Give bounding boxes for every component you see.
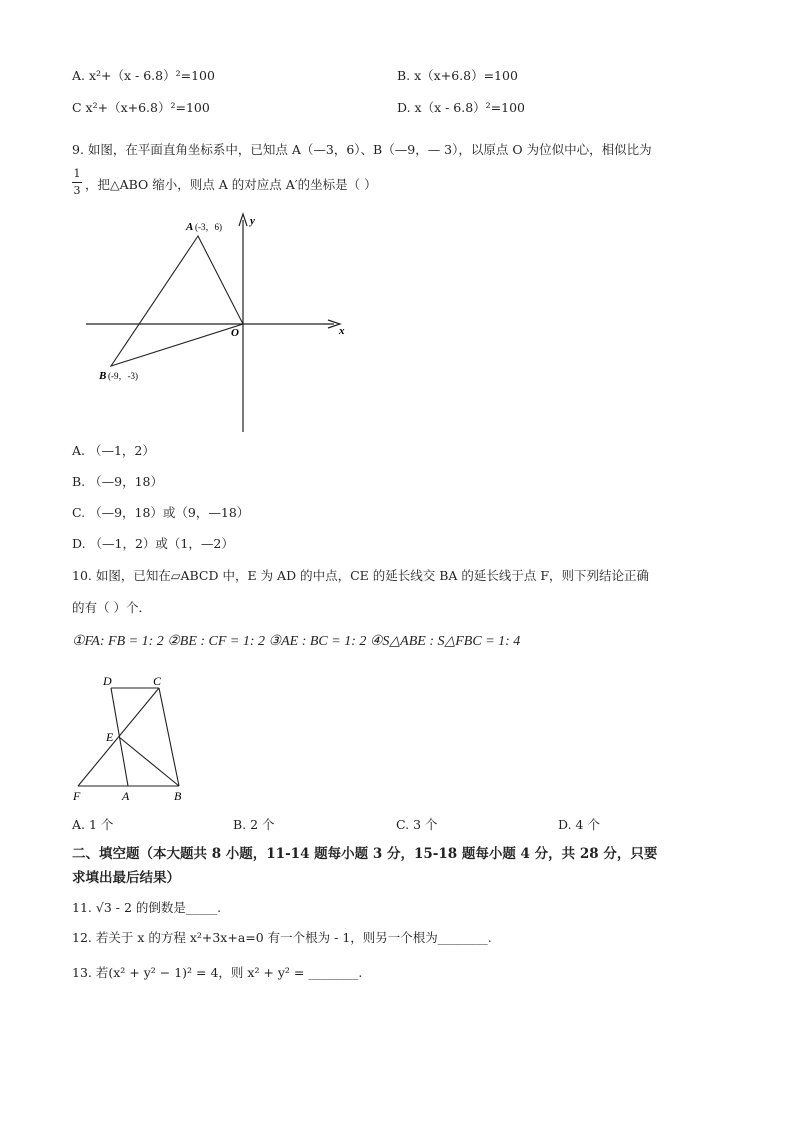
point-b-label: B [99,370,107,382]
q10-conclusions: ①FA: FB = 1: 2 ②BE : CF = 1: 2 ③AE : BC = 1: 2 ④S△ABE : S△FBC = 1: 4 [72,634,521,649]
q9-option-b: B. （—9，18） [72,474,163,489]
q8-option-d: D. x（x - 6.8）²=100 [397,100,526,115]
label-c: C [153,674,162,688]
origin-label: O [231,327,239,339]
q12-text: 12. 若关于 x 的方程 x²+3x+a=0 有一个根为 - 1，则另一个根为________. [72,930,492,945]
label-d: D [103,674,112,688]
q10-option-d: D. 4 个 [558,817,600,832]
q9-option-c: C. （—9，18）或（9，—18） [72,505,250,520]
point-a-coord: (-3，6) [195,222,222,232]
point-a-label: A [186,221,194,233]
point-b-coord: (-9，-3) [108,371,138,381]
q9-stem-line2: ，把△ABO 缩小，则点 A 的对应点 A′的坐标是（ ） [85,177,377,192]
x-axis-label: x [339,325,345,337]
q8-option-c: C x²+（x+6.8）²=100 [72,100,210,115]
label-a: A [122,789,130,803]
segment-cb [159,688,179,786]
label-f: F [73,789,81,803]
q9-option-a: A. （—1，2） [72,443,155,458]
label-e: E [106,730,114,744]
label-b: B [174,789,182,803]
q13-text: 13. 若(x² + y² − 1)² = 4，则 x² + y² = ________. [72,965,363,980]
section2-title-line2: 求填出最后结果） [72,870,180,886]
section2-title-line1: 二、填空题（本大题共 8 小题，11-14 题每小题 3 分，15-18 题每小题 4 分，共 28 分，只要 [72,846,658,862]
q11-text: 11. √3 - 2 的倒数是_____. [72,900,222,915]
q10-option-a: A. 1 个 [72,817,114,832]
q10-stem-line2: 的有（ ）个． [72,600,151,615]
q10-option-b: B. 2 个 [233,817,275,832]
q9-stem-line1: 9. 如图，在平面直角坐标系中，已知点 A（—3，6）、B（—9，— 3），以原点 O 为位似中心，相似比为 [72,142,652,157]
q9-option-d: D. （—1，2）或（1，—2） [72,536,234,551]
q9-fraction-denominator: 3 [73,184,81,197]
q10-option-c: C. 3 个 [396,817,438,832]
q10-stem-line1: 10. 如图，已知在▱ABCD 中，E 为 AD 的中点，CE 的延长线交 BA 的延长线于点 F，则下列结论正确 [72,568,650,583]
y-axis-label: y [250,215,255,227]
q9-fraction-numerator: 1 [73,167,81,180]
segment-cf [78,688,159,786]
q8-option-a: A. x²+（x - 6.8）²=100 [72,68,215,83]
q8-option-b: B. x（x+6.8）=100 [397,68,518,83]
